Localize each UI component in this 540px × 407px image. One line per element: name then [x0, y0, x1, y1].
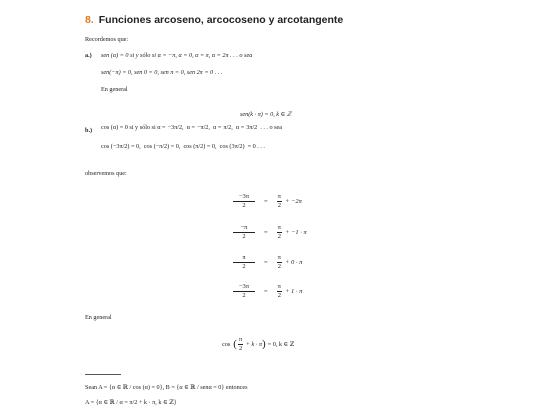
equals-sign: = — [264, 287, 268, 295]
b-angle: −π/2 — [155, 143, 168, 150]
b-angle: 3π/2 — [246, 124, 258, 131]
item-a-line2: sen(−π) = 0, sen 0 = 0, sen π = 0, sen 2π = 0 . . . — [101, 69, 223, 76]
item-b-line1-pre: cos (α) = 0 si y sólo si α = — [101, 124, 166, 131]
item-a-line1: sen (α) = 0 si y sólo si α = −π, α = 0, α = π, α = 2π . . . o sea — [101, 52, 253, 59]
rhs-term: + −1 · π — [284, 228, 307, 236]
section-number: 8. — [85, 14, 94, 26]
general-text-2: En general — [85, 314, 112, 321]
rhs-term: + −2π — [284, 197, 302, 205]
item-b-line1: cos (α) = 0 si y sólo si α = −3π/2 , α = −π/2 , α = π/2 , α = 3π/2 . . . o sea — [101, 124, 283, 131]
equation-row — [232, 283, 302, 300]
b-angle: −3π/2 — [112, 143, 128, 150]
rhs-fraction: $\frac{\pi}{2}$ — [277, 224, 281, 240]
set-definition-line: Sean A = {α ∈ ℝ / cos (α) = 0}, B = {α ∈ ℝ / senα = 0} entonces — [85, 384, 248, 391]
lhs-fraction: $\frac{\pi}{2}$ — [233, 254, 255, 271]
rhs-fraction: $\frac{\pi}{2}$ — [277, 254, 281, 270]
b-angle: −π/2 — [196, 124, 209, 131]
rhs-term: + 1 · π — [284, 287, 303, 295]
general-equation-2: cos ( $\frac{\pi}{2}$ + k · π ) = 0, k ∈ ℤ — [222, 336, 295, 352]
item-b-line2: cos ( −3π/2 ) = 0, cos ( −π/2 ) = 0, cos ( π/2 ) = 0, cos ( 3π/2 ) = 0 . . . — [101, 143, 265, 150]
general-equation-1: sen(k · π) = 0, k ∈ ℤ — [240, 111, 292, 118]
equals-sign: = — [264, 228, 268, 236]
b-angle: π/2 — [195, 143, 204, 150]
lhs-fraction: $\frac{-3\pi}{2}$ — [233, 283, 255, 300]
lhs-fraction: $\frac{-\pi}{2}$ — [233, 224, 255, 241]
section-title-text: Funciones arcoseno, arcocoseno y arcotangente — [98, 14, 344, 26]
rhs-fraction: $\frac{\pi}{2}$ — [277, 283, 281, 299]
footnote-rule — [85, 374, 121, 375]
equation-row — [232, 224, 307, 241]
item-b-line2-post: = 0 . . . — [247, 143, 265, 150]
equation-row — [232, 254, 302, 271]
section-title — [85, 14, 343, 26]
item-a-label: a.) — [85, 52, 92, 59]
b-angle: 3π/2 — [231, 143, 243, 150]
lhs-fraction: $\frac{-3\pi}{2}$ — [233, 193, 255, 210]
general-text-1: En general — [101, 86, 128, 93]
equals-sign: = — [264, 258, 268, 266]
equation-row — [232, 193, 302, 210]
cos-label: cos — [222, 340, 231, 348]
rhs-fraction: $\frac{\pi}{2}$ — [277, 193, 281, 209]
rhs-term: + 0 · π — [284, 258, 303, 266]
recall-text: Recordemos que: — [85, 36, 129, 43]
item-b-line1-post: . . . o sea — [260, 124, 283, 131]
pi-half-fraction: $\frac{\pi}{2}$ — [238, 336, 243, 352]
b-angle: π/2 — [223, 124, 232, 131]
b-angle: −3π/2 — [167, 124, 183, 131]
equals-sign: = — [264, 197, 268, 205]
set-a-line: A = {α ∈ ℝ / α = π/2 + k · π, k ∈ ℤ} — [85, 399, 177, 406]
item-b-label: b.) — [85, 127, 93, 134]
observe-text: observemos que: — [85, 170, 127, 177]
general-eq2-post: = 0, k ∈ ℤ — [267, 340, 295, 348]
